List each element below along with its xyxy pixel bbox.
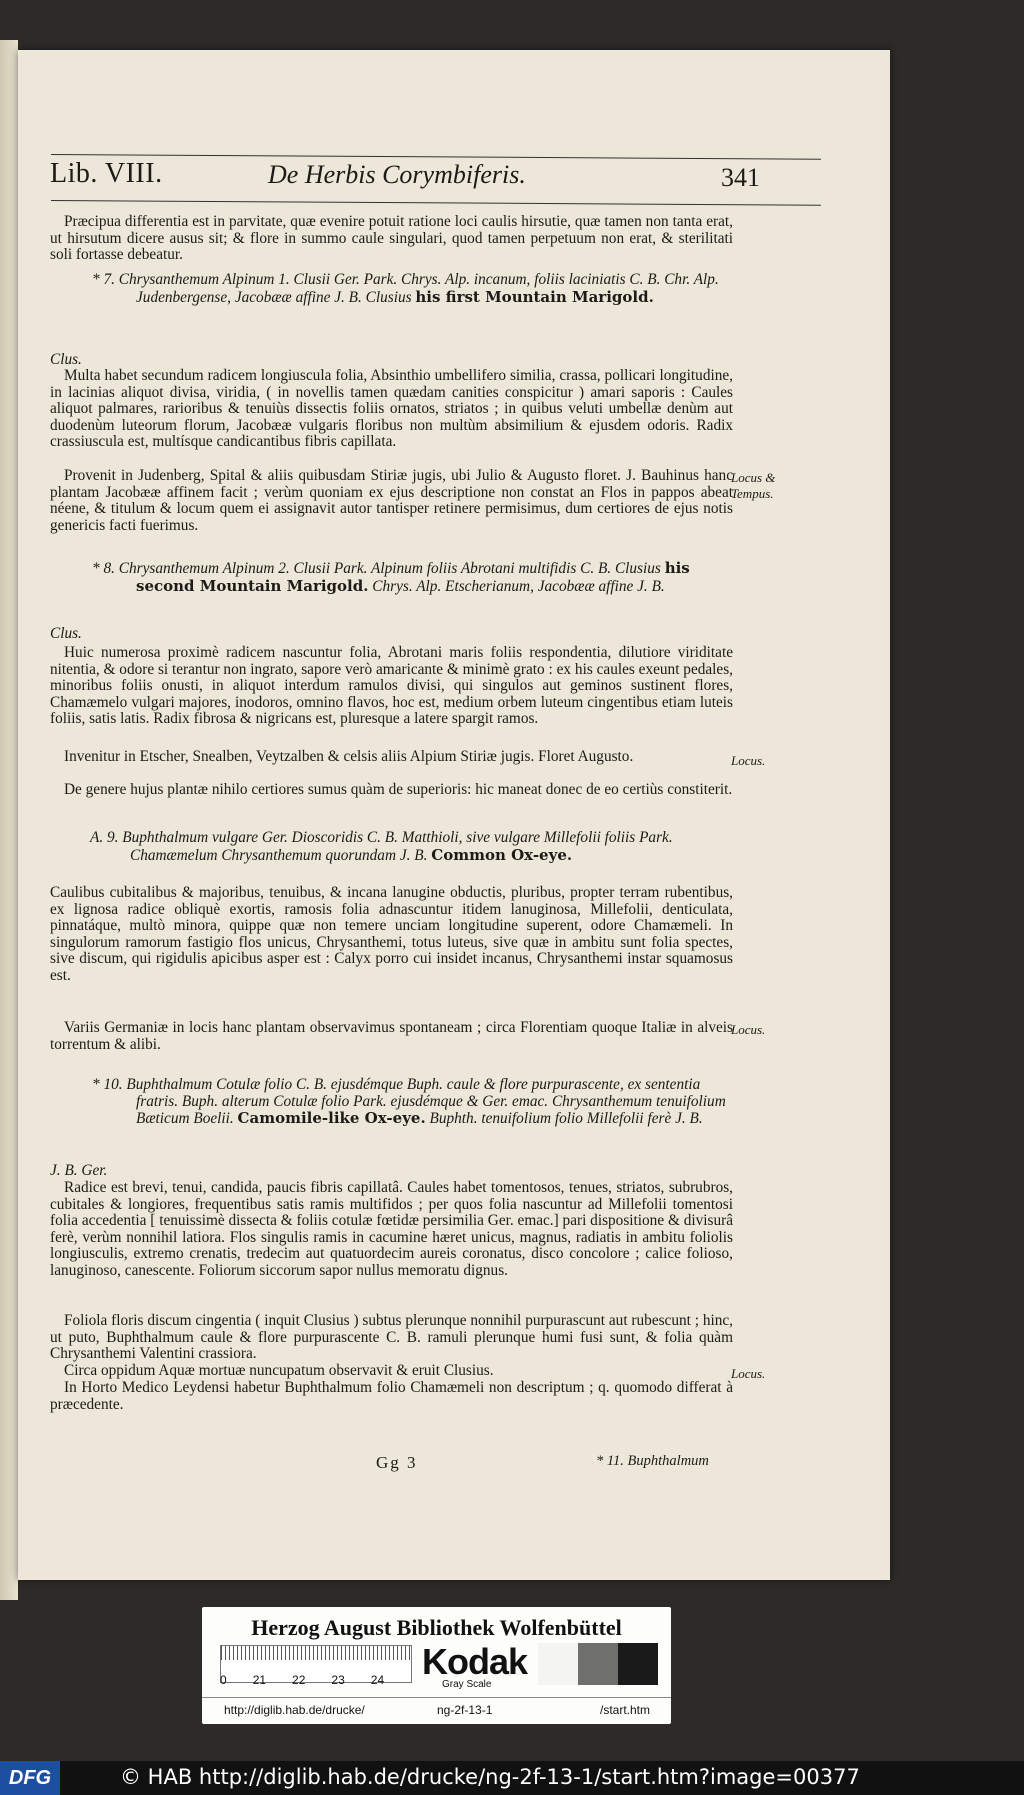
gray-scale-label: Gray Scale (442, 1679, 492, 1690)
entry-8-description: Huic numerosa proximè radicem nascuntur folia, Abrotani maris foliis respondentia, dilutiore viriditate nitentia, & odore si terantur non ingrato, sapore verò amaricante & minimè grato : ex his caules exeunt pedales, minoribus foliis onusti, in aliquot interdum ramulos divisi, qui singulos aut geminos sustinent flores, Chamæmelo vulgari majores, inodoros, omnino flavos, hoc est, medium orbem luteum cingentibus etiam luteis foliis, satis latis. Radix fibrosa & nigricans est, pluresque a latere spargit ramos. (50, 644, 733, 727)
url-id: ng-2f-13-1 (437, 1703, 493, 1717)
entry-7-description: Multa habet secundum radicem longiuscula folia, Absinthio umbellifero similia, crassa, pollicari longitudine, in lacinias aliquot divisa, viridia, ( in novellis tamen quædam canities conspicitur ) amari saporis : Caules aliquot palmares, rarioribus & tenuiùs dissectis foliis ornatos, striatos ; in quibus veluti umbellæ denùm aut duodenùm luteorum florum, Jacobææ vulgaris floribus non multùm absimilium & ejusdem odoris. Radix crassiuscula est, multísque candicantibus fibris capillata. (50, 367, 733, 450)
header-rule-top (51, 154, 821, 160)
library-name: Herzog August Bibliothek Wolfenbüttel (251, 1615, 622, 1640)
signature-mark: Gg 3 (376, 1453, 418, 1472)
entry-9-names: A. 9. Buphthalmum vulgare Ger. Dioscoridis C. B. Matthioli, sive vulgare Millefolii foliis Park. Chamæmelum Chrysanthemum quorundam J. B. (90, 829, 673, 864)
url-base: http://diglib.hab.de/drucke/ (224, 1703, 365, 1717)
entry-7-source: Clus. (50, 351, 82, 368)
ruler-number: 24 (370, 1673, 385, 1687)
previous-page-edge (0, 40, 18, 1600)
swatch-black (618, 1643, 658, 1685)
entry-10-description: Radice est brevi, tenui, candida, paucis fibris capillatâ. Caules habet tomentosos, tenues, striatos, subrubros, cubitales & longiores, frequentibus satis ramis multifidos ; per quos folia nascuntur ad Millefolii tomentosi folia accedentia [ tenuissimè dissecta & foliis cotulæ fœtidæ persimilia Ger. emac.] pari dispositione & divisurâ ferè, verùm nonnihil latiora. Flos singulis ramis in cacumine hæret unicus, magnus, radiatis in ambitu foliolis longiusculis, extremo crenatis, tredecim aut quatuordecim aureis coronatus, disco concolore ; calice folioso, lanuginoso, canescente. Foliorum siccorum sapor nullus memoratu dignus. (50, 1179, 733, 1279)
credit-link[interactable]: © HAB http://diglib.hab.de/drucke/ng-2f-13-1/start.htm?image=00377 (120, 1765, 860, 1789)
entry-8-source: Clus. (50, 625, 82, 642)
ruler-numbers (220, 1673, 410, 1687)
entry-9-english-name: Common Ox-eye. (431, 845, 573, 864)
library-color-card (202, 1607, 671, 1724)
entry-7-names: * 7. Chrysanthemum Alpinum 1. Clusii Ger. Park. Chrys. Alp. incanum, foliis laciniatis C. B. Chr. Alp. Judenbergense, Jacobææ affine J. B. Clusius (92, 271, 719, 306)
entry-10-locality: Circa oppidum Aquæ mortuæ nuncupatum observavit & eruit Clusius. (64, 1362, 494, 1379)
entry-8-english-name: his second Mountain Marigold. (136, 559, 690, 595)
catchword: * 11. Buphthalmum (596, 1453, 709, 1469)
kodak-logo: Kodak (422, 1641, 528, 1682)
entry-10-leiden-note: In Horto Medico Leydensi habetur Buphthalmum folio Chamæmeli non descriptum ; q. quomodo differat à præcedente. (50, 1379, 733, 1413)
dfg-logo: DFG (0, 1761, 60, 1795)
ruler-number: 22 (292, 1673, 306, 1687)
entry-9-heading (56, 830, 732, 864)
ruler-number: 0 (220, 1673, 227, 1687)
entry-10-english-name: Camomile-like Ox-eye. (237, 1109, 426, 1127)
swatch-white (538, 1643, 578, 1685)
intro-paragraph: Præcipua differentia est in parvitate, quæ evenire potuit ratione loci caulis hirsutie, quæ tamen non tanta erat, ut hirsutum dicere ausus sit; & flore in summo caule singulari, quod tamen perpetuum non erat, & sterilitati soli fortasse debeatur. (50, 213, 733, 263)
entry-7-english-name: his first Mountain Marigold. (415, 287, 654, 306)
entry-10-names: * 10. Buphthalmum Cotulæ folio C. B. ejusdémque Buph. caule & flore purpurascente, ex sententia fratris. Buph. alterum Cotulæ folio Park. ejusdémque & Ger. emac. Chrysanthemum tenuifolium Bæticum Boelii. (92, 1076, 726, 1127)
running-title: De Herbis Corymbiferis. (268, 160, 526, 189)
entry-9-locality: Variis Germaniæ in locis hanc plantam observavimus spontaneam ; circa Florentiam quoque Italiæ in alveis torrentum & alibi. (50, 1019, 733, 1053)
entry-9-margin-note: Locus. (731, 1022, 766, 1037)
entry-8-heading (92, 560, 732, 595)
entry-10-margin-note: Locus. (731, 1366, 766, 1381)
entry-8-locality: Invenitur in Etscher, Snealben, Veytzalben & celsis aliis Alpium Stiriæ jugis. Floret Augusto. (64, 748, 634, 765)
swatch-gray (578, 1643, 618, 1685)
ruler-number: 21 (252, 1673, 267, 1687)
entry-7-locality: Provenit in Judenberg, Spital & aliis quibusdam Stiriæ jugis, ubi Julio & Augusto floret. J. Bauhinus hanc plantam Jacobææ affinem facit ; verùm quoniam ex ejus descriptione non constat an Flos in pappos abeat néene, & titulum & locum quem ei assignavit autor tantisper retinere permisimus, dum certiores de ejus notis genericis facti fuerimus. (50, 467, 733, 534)
url-page: /start.htm (600, 1703, 651, 1717)
book-label: Lib. VIII. (50, 158, 163, 189)
page-number: 341 (721, 163, 760, 192)
entry-8-margin-note: Locus. (731, 753, 766, 768)
entry-10-note: Foliola floris discum cingentia ( inquit Clusius ) subtus plerunque nonnihil purpurascunt aut rubescunt ; hinc, ut puto, Buphthalmum caule & flore purpurascente C. B. ramuli plerunque humi fusi sunt, & folia quàm Chrysanthemi Valentini crassiora. (50, 1312, 733, 1362)
book-page (18, 50, 890, 1580)
entry-10-names-tail: Buphth. tenuifolium folio Millefolii ferè J. B. (429, 1110, 703, 1127)
gray-scale-swatches (538, 1643, 658, 1685)
entry-7-margin-note: Locus & Tempus. (731, 470, 776, 501)
entry-8-names: * 8. Chrysanthemum Alpinum 2. Clusii Park. Alpinum foliis Abrotani multifidis C. B. Clusius (92, 560, 661, 577)
entry-8-note: De genere hujus plantæ nihilo certiores sumus quàm de superioris: hic maneat donec de eo certiùs constiterit. (64, 781, 733, 798)
entry-7-heading (92, 272, 732, 306)
entry-10-source: J. B. Ger. (50, 1162, 108, 1179)
ruler-number: 23 (331, 1673, 345, 1687)
entry-8-names-tail: Chrys. Alp. Etscherianum, Jacobææ affine J. B. (372, 577, 665, 595)
entry-10-heading (92, 1077, 732, 1128)
header-rule-bottom (51, 200, 821, 206)
entry-9-description: Caulibus cubitalibus & majoribus, tenuibus, & incana lanugine obductis, pluribus, propter terram rubentibus, ex lignosa radice obliquè exortis, ramosis folia adnascuntur itidem lanuginosa, Millefolii, denticulata, pinnatáque, multò minora, quippe quæ non temere unciam longitudine superent, odore Chamæmeli. In singulorum ramorum fastigio flos unicus, Chrysanthemi, totus luteus, sive quæ in ambitu sunt folia spectes, sive discum, qui rigidulis apicibus asper est : Calyx porro cui insidet incanus, Chrysanthemi instar squamosus est. (50, 884, 733, 984)
card-url-row (202, 1697, 671, 1720)
